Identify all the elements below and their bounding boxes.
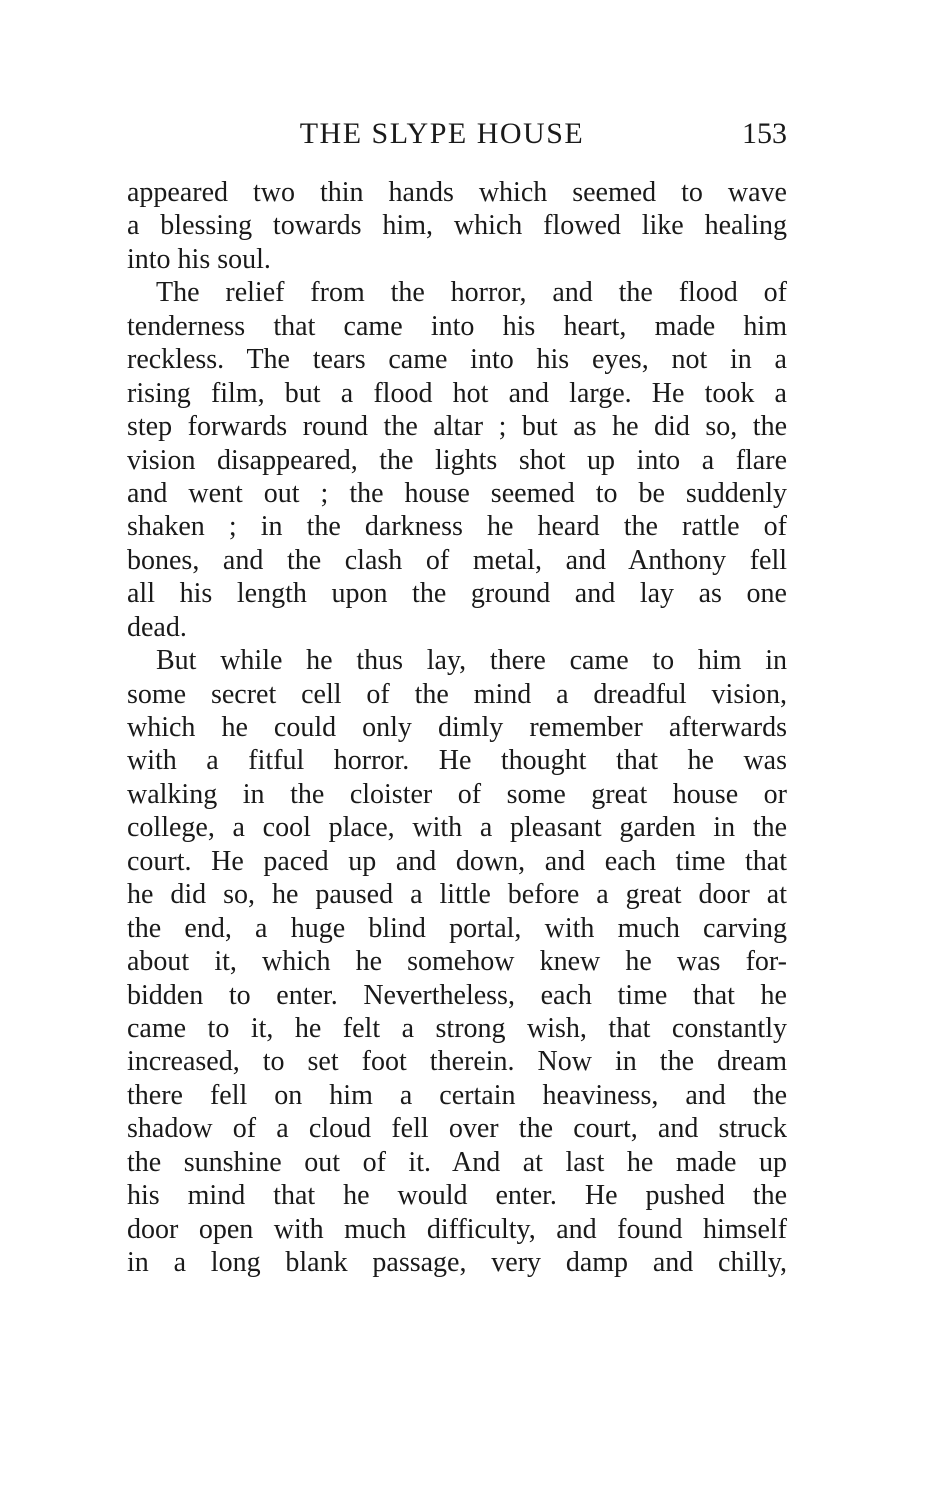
text-line: walking in the cloister of some great house or — [127, 778, 787, 810]
text-line: college, a cool place, with a pleasant garden in the — [127, 812, 787, 844]
text-line: a blessing towards him, which flowed like healing — [127, 210, 787, 242]
text-line: with a fitful horror. He thought that he was — [127, 745, 787, 777]
text-line: bidden to enter. Nevertheless, each time that he — [127, 979, 787, 1011]
text-line: increased, to set foot therein. Now in the dream — [127, 1046, 787, 1078]
page-header — [127, 112, 787, 156]
text-line: dead. — [127, 611, 187, 643]
running-title: THE SLYPE HOUSE — [299, 117, 585, 150]
text-line: appeared two thin hands which seemed to wave — [127, 177, 787, 208]
text-line: the end, a huge blind portal, with much carving — [127, 912, 787, 944]
text-line: vision disappeared, the lights shot up into a flare — [127, 444, 787, 476]
text-line: some secret cell of the mind a dreadful vision, — [127, 678, 787, 710]
text-line: and went out ; the house seemed to be suddenly — [127, 477, 787, 509]
text-line: bones, and the clash of metal, and Anthony fell — [127, 544, 787, 576]
text-line: came to it, he felt a strong wish, that constantly — [127, 1012, 787, 1044]
page-number: 153 — [742, 117, 787, 150]
text-line: But while he thus lay, there came to him in — [156, 645, 787, 677]
text-line: door open with much difficulty, and found himself — [127, 1213, 787, 1245]
text-line: into his soul. — [127, 243, 271, 275]
text-line: step forwards round the altar ; but as he did so, the — [127, 411, 787, 443]
text-line: shadow of a cloud fell over the court, and struck — [127, 1113, 787, 1145]
text-line: his mind that he would enter. He pushed the — [127, 1180, 787, 1212]
text-line: tenderness that came into his heart, made him — [127, 310, 787, 342]
text-line: which he could only dimly remember afterwards — [127, 712, 787, 743]
text-line: about it, which he somehow knew he was for- — [127, 946, 787, 978]
text-line: the sunshine out of it. And at last he made up — [127, 1146, 787, 1178]
text-line: court. He paced up and down, and each time that — [127, 845, 787, 877]
text-line: shaken ; in the darkness he heard the rattle of — [127, 511, 787, 543]
text-line: reckless. The tears came into his eyes, not in a — [127, 344, 787, 376]
body-text — [127, 176, 787, 1279]
text-line: rising film, but a flood hot and large. He took a — [127, 377, 787, 409]
text-line: he did so, he paused a little before a great door at — [127, 879, 787, 911]
text-line: there fell on him a certain heaviness, and the — [127, 1079, 787, 1111]
text-line: all his length upon the ground and lay as one — [127, 578, 787, 610]
text-line: in a long blank passage, very damp and chilly, — [127, 1247, 787, 1278]
text-line: The relief from the horror, and the flood of — [156, 277, 787, 309]
